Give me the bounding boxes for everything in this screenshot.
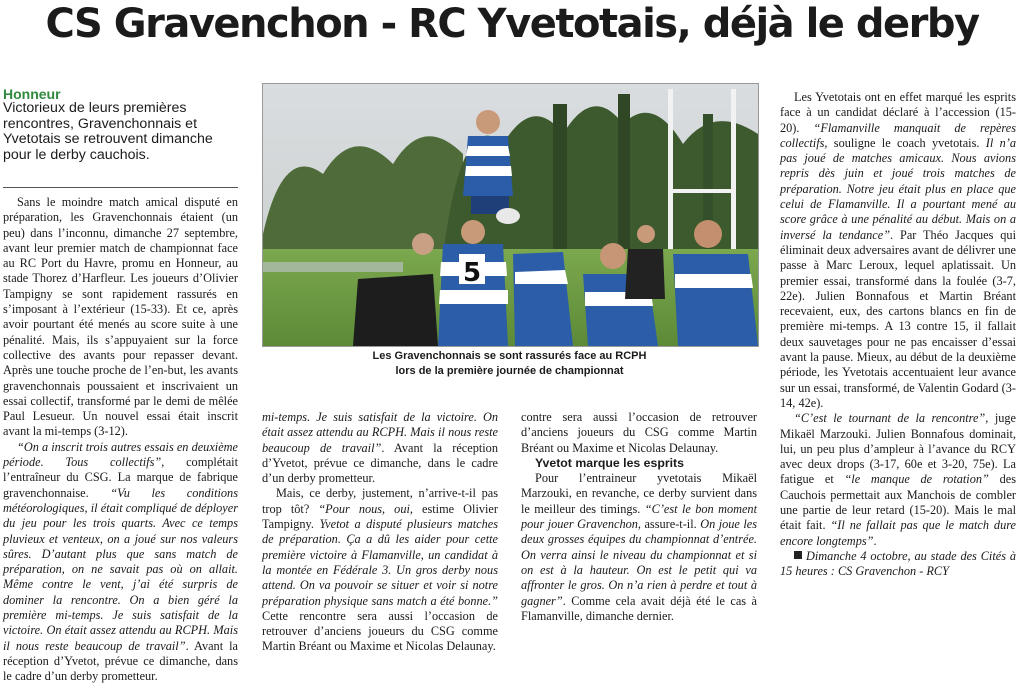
match-info-text: Dimanche 4 octobre, au stade des Cités à 15 heures : CS Gravenchon - RCY	[780, 548, 1016, 579]
paragraph-2-continued: mi-temps. Je suis satisfait de la victoire. On était assez attendu au RCPH. Mais il nous reste beaucoup de travail”. Avant la réception d’Yvetot, prévue ce dimanche, dans le cadre d’un derby prometteur.	[262, 410, 498, 486]
paragraph-2-text: , complétait l’entraîneur du CSG. La marque de fabrique gravenchonnaise.	[3, 455, 238, 500]
photo-illustration	[263, 84, 758, 346]
paragraph-4-c: . Comme cela avait déjà été le cas à Flamanville, dimanche dernier.	[521, 593, 757, 623]
article-column-1	[3, 195, 238, 684]
paragraph-2b-text: . Avant la réception d’Yvetot, prévue ce dimanche, dans le cadre d’un derby prometteur.	[3, 638, 238, 684]
subheading-yvetot: Yvetot marque les esprits	[535, 455, 684, 470]
lead-divider	[3, 187, 238, 188]
paragraph-5	[780, 90, 1016, 411]
paragraph-4-a: Pour l’entraineur yvetotais Mikaël Marzouki, en revanche, ce derby survient dans le meilleur des timings.	[521, 471, 757, 516]
caption-line-1: Les Gravenchonnais se sont rassurés face au RCPH	[372, 350, 647, 362]
quote-tampigny-1: “Pour nous, oui,	[318, 501, 413, 516]
photo-caption	[262, 349, 757, 378]
quote-tampigny-2: Yvetot a disputé plusieurs matches de préparation. Ça a dû les aider pour cette première victoire à Flamanville, un candidat à la montée en Fédérale 3. Un gros derby nous attend. On va pouvoir se situer et voir si notre préparation physique sans match a été bonne.”	[262, 517, 499, 608]
paragraph-5-c: . Par Théo Jacques qui éliminait deux adversaires avant de délivrer une passe à Marc Leroux, lequel aplatissait. Un premier essai, transformé dans la foulée (3-7, 22e). Julien Bonnafous et Martin Bréant recevaient, eux, des cartons blancs en fin de première mi-temps. A 13 contre 15, il fallait deux sauvetages pour ne pas encaisser d’essai avant la pause. Mieux, au début de la deuxième période, les Yvetotais accentuaient leur avance sur un essai, transformé, de Valentin Godard (3-14, 42e).	[780, 227, 1016, 410]
paragraph-6-a: , juge Mikaël Marzouki. Julien Bonnafous dominait, lui, un peu plus d’ampleur à l’avance du RCY avec deux drops (3-17, 60e et 3-20, 75e). La fatigue et	[780, 411, 1016, 487]
bullet-square-icon	[794, 551, 802, 559]
paragraph-4-b: assure-t-il.	[644, 517, 697, 532]
paragraph-2	[3, 440, 238, 685]
paragraph-1: Sans le moindre match amical disputé en préparation, les Gravenchonnais étaient (un peu) dans l’inconnu, dimanche 27 septembre, avant leur premier match de championnat face au RC Port du Havre, promu en Honneur, au stade Thorez d’Harfleur. Les joueurs d’Olivier Tampigny se sont rapidement rassurés en s’imposant à l’extérieur (15-33). Et ce, après avoir pourtant été menés au score suite à une pénalité. Mais, ils s’appuyaient sur la force collective des avants pour repasser devant. Après une touche proche de l’en-but, les avants gravenchonnais poussaient et inscrivaient un essai collectif, transformé par le demi de mêlée Paul Lesueur. Un nouvel essai était inscrit avant la mi-temps (3-12).	[3, 195, 238, 439]
paragraph-5-b: souligne le coach yvetotais.	[833, 135, 980, 150]
quote-tournant: “C’est le tournant de la rencontre”	[794, 411, 986, 426]
paragraph-3-b: estime Olivier Tampigny.	[262, 501, 498, 532]
quote-rotation: “le manque de rotation”	[844, 472, 989, 487]
article-column-3	[521, 410, 757, 635]
article-column-2	[262, 410, 499, 654]
quote-marzouki-2: On joue les deux grosses équipes du championnat d’entrée. On verra ainsi le niveau du championnat et si on est à la hauteur. On est le petit qui va affronter le gros. On n’a rien à perdre et tout à gagner”	[521, 517, 758, 608]
quote-continued: mi-temps. Je suis satisfait de la victoire. On était assez attendu au RCPH. Mais il nous reste beaucoup de travail”	[262, 410, 498, 455]
quote-marzouki-3: Il n’a pas joué de matches amicaux. Nous avions repris dès juin et joué trois matches de préparation. Notre jeu était plus en place que celui de Flamanville. Il a pourtant mené au score grâce à une pénalité au début. Mais on a inversé la tendance”	[780, 135, 1017, 242]
paragraph-6-b: des Cauchois permettait aux Manchois de combler une partie de leur retard (15-20). Mais le mal était fait.	[780, 472, 1016, 533]
quote-marzouki-1: “C’est le bon moment pour jouer Gravenchon,	[521, 501, 757, 532]
jersey-number: 5	[462, 258, 482, 288]
paragraph-3-continued: contre sera aussi l’occasion de retrouver d’anciens joueurs du CSG comme Martin Bréant ou Maxime et Nicolas Delaunay.	[521, 410, 757, 455]
paragraph-3	[262, 486, 498, 654]
paragraph-3-c: Cette rencontre sera aussi l’occasion de retrouver d’anciens joueurs du CSG comme Martin Bréant ou Maxime et Nicolas Delaunay.	[262, 608, 498, 654]
quote-flamanville: “Flamanville manquait de repères collectifs,	[780, 120, 1016, 150]
caption-line-2: lors de la première journée de championnat	[395, 364, 624, 377]
lead-paragraph: Victorieux de leurs premières rencontres, Gravenchonnais et Yvetotais se retrouvent dimanche pour le derby cauchois.	[3, 100, 213, 163]
quote-longtemps: “Il ne fallait pas que le match dure encore longtemps”	[780, 518, 1017, 548]
article-column-4	[780, 90, 1016, 635]
quote-coach-csg-long: “Vu les conditions météorologiques, il était compliqué de déployer du jeu pour les trois quarts. Avec ce temps pluvieux et venteux, on a joué sur nos valeurs sûres. D’autant plus que sans match de préparation, on ne savait pas où on allait. Même contre le vent, j’ai été surpris de dominer la rencontre. On a bien géré la première mi-temps. Je suis satisfait de la victoire. On était assez attendu au RCPH. Mais il nous reste beaucoup de travail”	[3, 485, 238, 653]
match-info	[780, 549, 1016, 580]
kicker-rubric: Honneur	[3, 86, 61, 102]
paragraph-3-a: Mais, ce derby, justement, n’arrive-t-il pas trop tôt?	[262, 486, 498, 516]
headline: CS Gravenchon - RC Yvetotais, déjà le derby	[45, 1, 979, 47]
paragraph-6	[780, 411, 1016, 549]
rugby-lineout-photo	[262, 83, 759, 347]
paragraph-6-c: .	[873, 533, 877, 548]
quote-coach-csg: “On a inscrit trois autres essais en deuxième période. Tous collectifs”	[3, 439, 238, 470]
paragraph-5-a: Les Yvetotais ont en effet marqué les esprits face à un candidat déclaré à l’accession (15-20).	[780, 90, 1016, 135]
paragraph-4	[521, 471, 757, 624]
